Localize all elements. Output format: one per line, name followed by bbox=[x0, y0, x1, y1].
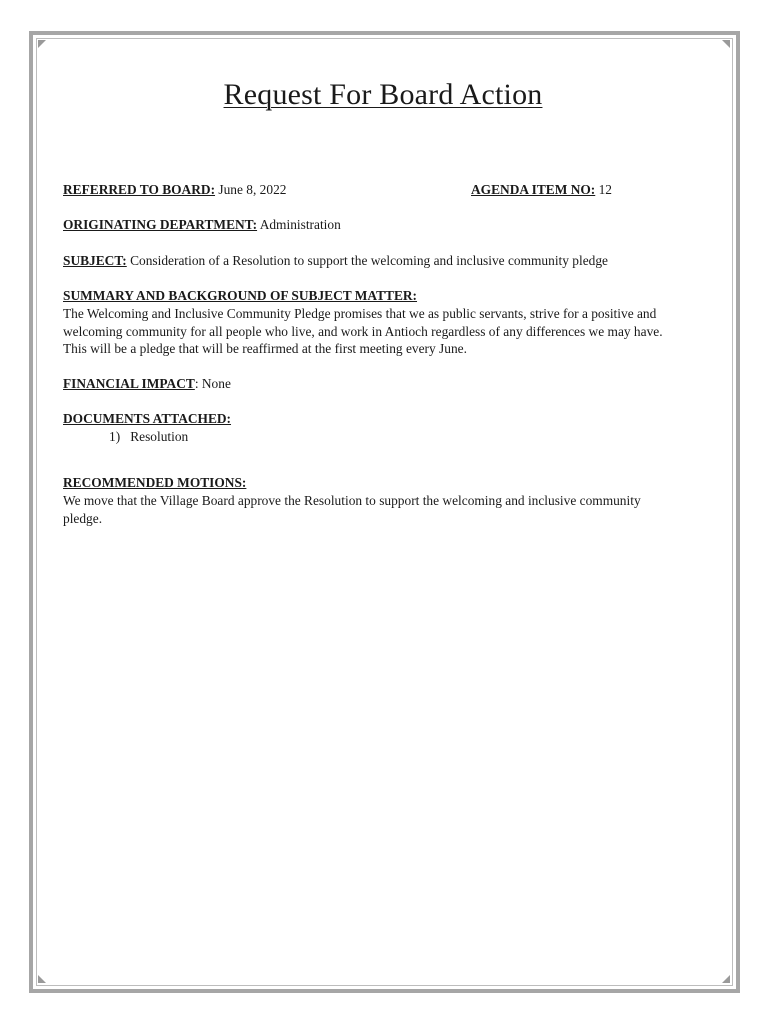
originating-department-value: Administration bbox=[259, 217, 341, 232]
financial-impact-row bbox=[63, 376, 231, 392]
financial-impact-value: : None bbox=[194, 376, 231, 391]
subject-row bbox=[63, 253, 608, 269]
agenda-item-row bbox=[471, 182, 612, 198]
referred-to-board-date: June 8, 2022 bbox=[218, 182, 287, 197]
agenda-item-number: 12 bbox=[598, 182, 612, 197]
subject-label: SUBJECT: bbox=[63, 253, 127, 268]
corner-ornament-bottom-right bbox=[722, 975, 730, 983]
referred-to-board-label: REFERRED TO BOARD: bbox=[63, 182, 216, 197]
originating-department-label: ORIGINATING DEPARTMENT: bbox=[63, 217, 258, 232]
financial-impact-label: FINANCIAL IMPACT bbox=[63, 376, 195, 391]
originating-department-row bbox=[63, 217, 341, 233]
summary-text: The Welcoming and Inclusive Community Pledge promises that we as public servants, strive for a positive and welcoming community for all people who live, and work in Antioch regardless of any differences we may have. This will be a pledge that will be reaffirmed at the first meeting every June. bbox=[63, 306, 663, 356]
attached-document-item: 1) Resolution bbox=[109, 429, 189, 444]
recommended-motions-text: We move that the Village Board approve the Resolution to support the welcoming and inclusive community pledge. bbox=[63, 493, 641, 526]
corner-ornament-top-left bbox=[38, 40, 46, 48]
documents-attached-heading bbox=[63, 411, 231, 427]
subject-value: Consideration of a Resolution to support the welcoming and inclusive community pledge bbox=[130, 253, 609, 268]
agenda-item-label: AGENDA ITEM NO: bbox=[471, 182, 596, 197]
corner-ornament-bottom-left bbox=[38, 975, 46, 983]
documents-attached-label: DOCUMENTS ATTACHED: bbox=[63, 411, 232, 426]
summary-heading bbox=[63, 288, 417, 304]
document-title: Request For Board Action bbox=[223, 78, 543, 111]
summary-label: SUMMARY AND BACKGROUND OF SUBJECT MATTER: bbox=[63, 288, 418, 303]
referred-to-board-row bbox=[63, 182, 286, 198]
recommended-motions-heading bbox=[63, 475, 246, 491]
corner-ornament-top-right bbox=[722, 40, 730, 48]
recommended-motions-label: RECOMMENDED MOTIONS: bbox=[63, 475, 247, 490]
